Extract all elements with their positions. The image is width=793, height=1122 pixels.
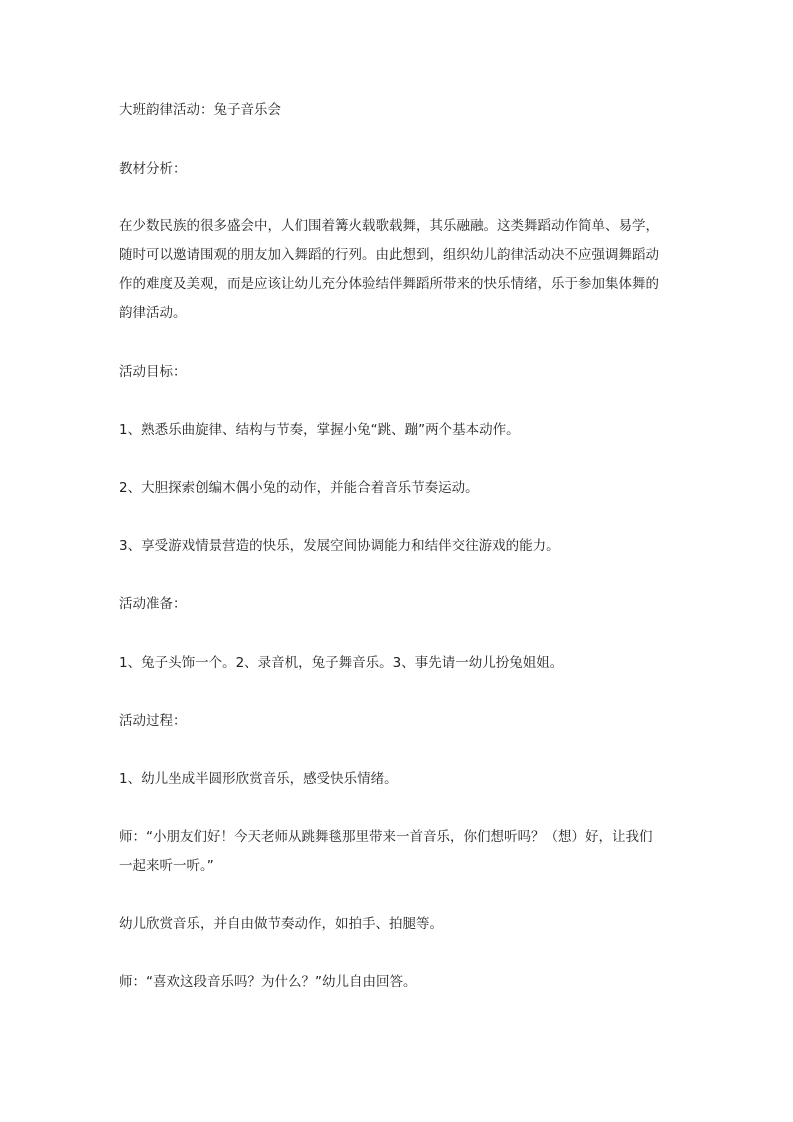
document-title: 大班韵律活动：兔子音乐会 [119,102,281,118]
process-step-1: 1、幼儿坐成半圆形欣赏音乐，感受快乐情绪。 [119,771,398,787]
analysis-line: 韵律活动。 [119,305,187,321]
prep-heading: 活动准备： [119,596,187,612]
goal-item-3: 3、享受游戏情景营造的快乐，发展空间协调能力和结伴交往游戏的能力。 [119,538,560,554]
teacher-dialogue-line: 师：“小朋友们好！今天老师从跳舞毯那里带来一首音乐，你们想听吗？（想）好，让我们 [119,829,653,845]
analysis-line: 作的难度及美观，而是应该让幼儿充分体验结伴舞蹈所带来的快乐情绪，乐于参加集体舞的 [119,276,659,292]
prep-text: 1、兔子头饰一个。2、录音机，兔子舞音乐。3、事先请一幼儿扮兔姐姐。 [119,655,564,671]
teacher-dialogue-2: 师：“喜欢这段音乐吗？为什么？”幼儿自由回答。 [119,974,417,990]
process-heading: 活动过程： [119,713,187,729]
analysis-paragraph [119,212,679,328]
goal-item-2: 2、大胆探索创编木偶小兔的动作，并能合着音乐节奏运动。 [119,480,479,496]
teacher-dialogue-line: 一起来听一听。” [119,858,214,874]
teacher-dialogue-1 [119,823,679,881]
analysis-line: 在少数民族的很多盛会中，人们围着篝火载歌载舞，其乐融融。这类舞蹈动作简单、易学， [119,218,659,234]
children-activity-text: 幼儿欣赏音乐，并自由做节奏动作，如拍手、拍腿等。 [119,916,443,932]
analysis-line: 随时可以邀请围观的朋友加入舞蹈的行列。由此想到，组织幼儿韵律活动决不应强调舞蹈动 [119,247,659,263]
goals-heading: 活动目标： [119,364,187,380]
goal-item-1: 1、熟悉乐曲旋律、结构与节奏，掌握小兔“跳、蹦”两个基本动作。 [119,422,520,438]
analysis-heading: 教材分析： [119,161,187,177]
